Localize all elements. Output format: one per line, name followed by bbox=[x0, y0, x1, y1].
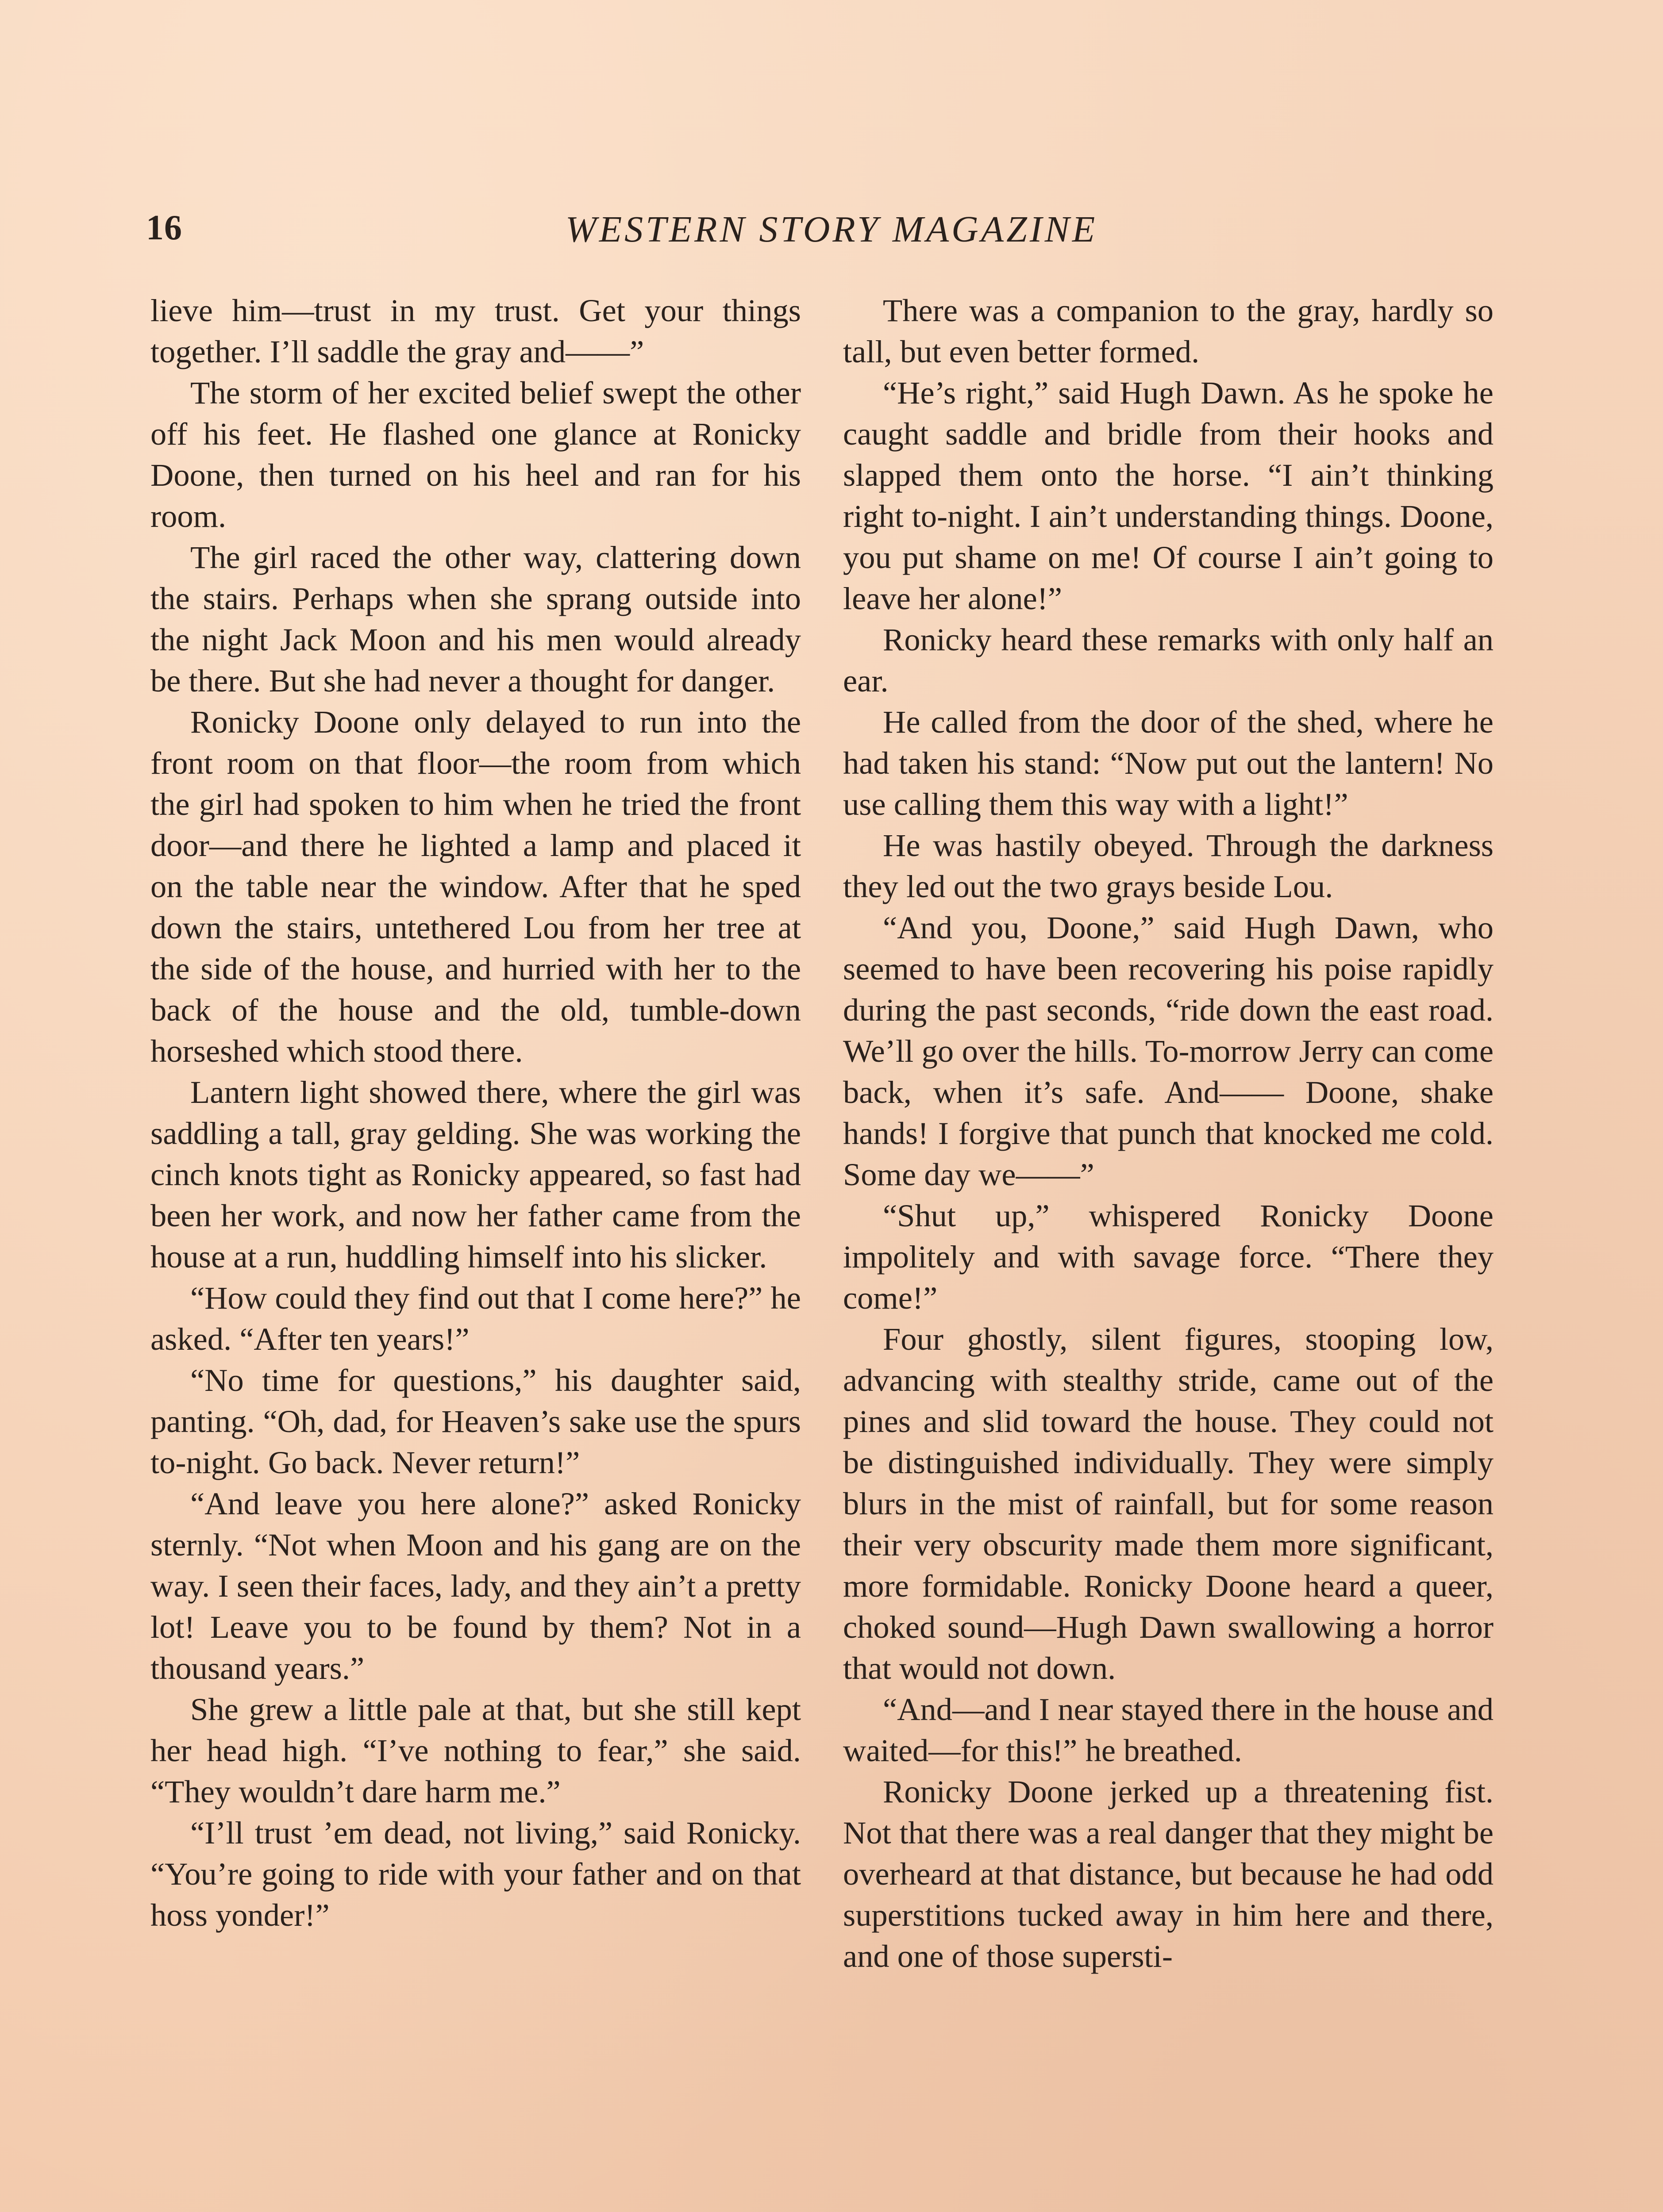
paragraph: Ronicky heard these remarks with only half an ear. bbox=[843, 622, 1494, 699]
paragraph: Ronicky Doone only delayed to run into the front room on that floor—the room from which the girl had spoken to him when he tried the front door—and there he lighted a lamp and placed it on the table near the window. After that he sped down the stairs, untethered Lou from her tree at the side of the house, and hurried with her to the back of the house and the old, tumble-down horseshed which stood there. bbox=[150, 704, 801, 1069]
paragraph: “And you, Doone,” said Hugh Dawn, who seemed to have been recovering his poise rapidly during the past seconds, “ride down the east road. We’ll go over the hills. To-morrow Jerry can come back, when it’s safe. And—— Doone, shake hands! I forgive that punch that knocked me cold. Some day we——” bbox=[843, 910, 1494, 1192]
paragraph: The storm of her excited belief swept the other off his feet. He flashed one glance at Ronicky Doone, then turned on his heel and ran for his room. bbox=[150, 375, 801, 534]
paragraph: There was a companion to the gray, hardly so tall, but even better formed. bbox=[843, 292, 1494, 369]
running-head: WESTERN STORY MAGAZINE bbox=[565, 209, 1098, 250]
paragraph: “I’ll trust ’em dead, not living,” said Ronicky. “You’re going to ride with your father and on that hoss yonder!” bbox=[150, 1815, 801, 1933]
right-column bbox=[843, 290, 1494, 1977]
paragraph: The girl raced the other way, clattering down the stairs. Perhaps when she sprang outside into the night Jack Moon and his men would already be there. But she had never a thought for danger. bbox=[150, 539, 801, 699]
paragraph: Lantern light showed there, where the girl was saddling a tall, gray gelding. She was working the cinch knots tight as Ronicky appeared, so fast had been her work, and now her father came from the house at a run, huddling himself into his slicker. bbox=[150, 1074, 801, 1275]
left-column bbox=[150, 290, 801, 1936]
paragraph: “Shut up,” whispered Ronicky Doone impolitely and with savage force. “There they come!” bbox=[843, 1198, 1494, 1316]
page-number: 16 bbox=[146, 208, 182, 247]
paragraph: “How could they find out that I come here?” he asked. “After ten years!” bbox=[150, 1280, 801, 1357]
paragraph: He called from the door of the shed, where he had taken his stand: “Now put out the lantern! No use calling them this way with a light!” bbox=[843, 704, 1494, 822]
paragraph: “And—and I near stayed there in the house and waited—for this!” he breathed. bbox=[843, 1691, 1494, 1768]
paragraph: She grew a little pale at that, but she still kept her head high. “I’ve nothing to fear,” she said. “They wouldn’t dare harm me.” bbox=[150, 1691, 801, 1809]
paragraph: He was hastily obeyed. Through the darkness they led out the two grays beside Lou. bbox=[843, 827, 1494, 904]
paragraph: Ronicky Doone jerked up a threatening fist. Not that there was a real danger that they might be overheard at that distance, but because he had odd superstitions tucked away in him here and there, and one of those supersti- bbox=[843, 1774, 1494, 1974]
paragraph: Four ghostly, silent figures, stooping low, advancing with stealthy stride, came out of the pines and slid toward the house. They could not be distinguished individually. They were simply blurs in the mist of rainfall, but for some reason their very obscurity made them more significant, more formidable. Ronicky Doone heard a queer, choked sound—Hugh Dawn swallowing a horror that would not down. bbox=[843, 1321, 1494, 1686]
paragraph: “He’s right,” said Hugh Dawn. As he spoke he caught saddle and bridle from their hooks and slapped them onto the horse. “I ain’t thinking right to-night. I ain’t understanding things. Doone, you put shame on me! Of course I ain’t going to leave her alone!” bbox=[843, 375, 1494, 616]
paragraph: lieve him—trust in my trust. Get your things together. I’ll saddle the gray and——” bbox=[150, 292, 801, 369]
paragraph: “And leave you here alone?” asked Ronicky sternly. “Not when Moon and his gang are on the way. I seen their faces, lady, and they ain’t a pretty lot! Leave you to be found by them? Not in a thousand years.” bbox=[150, 1486, 801, 1686]
paragraph: “No time for questions,” his daughter said, panting. “Oh, dad, for Heaven’s sake use the spurs to-night. Go back. Never return!” bbox=[150, 1362, 801, 1480]
